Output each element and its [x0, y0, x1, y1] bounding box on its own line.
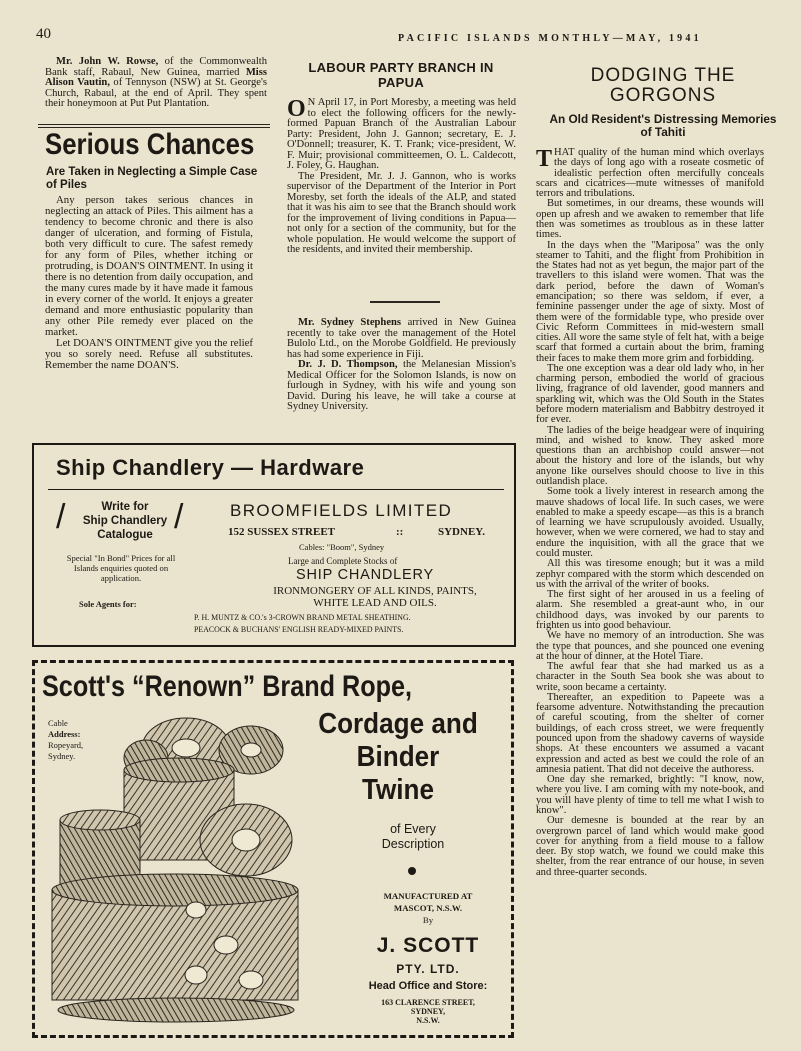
- gorgons-article: [536, 148, 764, 878]
- write-line-1: Write for: [101, 501, 149, 513]
- gorgons-paragraph: The ladies of the beige headgear were of inquiring mind, and wished to know. They asked more questions than an archbishop could answer—not about the history and lore of the islands, but why anyone like ourselves should choose to live in this outlandish place.: [536, 424, 764, 487]
- slash-right-icon: /: [174, 498, 184, 536]
- doans-paragraph-1: Any person takes serious chances in neglecting an attack of Piles. This ailment has a tendency to become chronic and there is also danger of ulceration, and forming of Fistula, both very difficult to cure. The safest remedy for any form of Piles, whether itching or protruding, is DOAN'S OINTMENT. In using it there is no detention from daily occupation, and the many cures made by it have made it famous in every corner of the world. It enjoys a greater demand and more enthusiastic popularity than any other Pile remedy ever placed on the market.: [45, 194, 253, 338]
- gorgons-paragraph: Some took a lively interest in research among the mauve shadows of local life. In such cases, we were enabled to make a speedy escape—as this is a branch of learning we have scrupulously avoided. Usually, however, when we were cornered, we had to stay and endure the inquisition, with all the grace that we could muster.: [536, 486, 764, 559]
- chandlery-cables: Cables: "Boom", Sydney: [299, 542, 385, 552]
- j-scott-name: J. SCOTT: [376, 934, 480, 957]
- doans-ad-body: [45, 195, 253, 371]
- scott-address: [350, 998, 506, 1025]
- chandlery-heading: Ship Chandlery — Hardware: [56, 455, 365, 480]
- sole-agents: Sole Agents for:: [79, 599, 137, 609]
- ad-subtitle-piles: Are Taken in Neglecting a Simple Case of Piles: [46, 166, 258, 191]
- cable-label: Cable: [48, 718, 68, 728]
- stephens-text: arrived in New Guinea recently to take over the management of the Hotel Bulolo Ltd., on the Morobe Goldfield. He previously has had some experience in Fiji.: [287, 317, 516, 360]
- chandlery-city: SYDNEY.: [438, 526, 485, 538]
- labour-paragraph-2: The President, Mr. J. J. Gannon, who is works supervisor of the Department of the Interior in Port Moresby, set forth the ideals of the ALP, and stated that it was his aim to see that the Branch should work for the improvement of living conditions in Papua—not only for a section of the community, but for the whole population. He would welcome the support of the residents, and invited their membership.: [287, 170, 516, 255]
- scott-line-cordage: Cordage and: [318, 708, 478, 740]
- scott-line-binder: Binder: [356, 741, 440, 773]
- write-for-catalogue: [70, 500, 180, 542]
- chandlery-address: 152 SUSSEX STREET: [228, 526, 335, 538]
- groom-name: Mr. John W. Rowse,: [56, 56, 159, 67]
- wedding-text-2: of Tennyson (NSW) at St. George's Church, Rabaul, at the end of April. They spent their honeymoon at Put Put Plantation.: [45, 77, 267, 109]
- scott-address-2: SYDNEY,: [410, 1007, 446, 1016]
- slash-left-icon: /: [56, 498, 66, 536]
- ship-chandlery-ad: [32, 443, 516, 647]
- scott-rope-ad: [32, 660, 514, 1038]
- by-label: By: [422, 915, 434, 925]
- running-title: PACIFIC ISLANDS MONTHLY—MAY, 1941: [398, 33, 702, 44]
- scott-line-twine: Twine: [361, 774, 435, 806]
- scott-headline-block: [308, 708, 488, 807]
- chandlery-stocks: Large and Complete Stocks of: [288, 556, 398, 566]
- write-line-3: Catalogue: [97, 529, 153, 541]
- gorgons-paragraph: All this was tiresome enough; but it was a mild zephyr compared with the storm which descended on us with the arrival of the writer of books.: [536, 558, 764, 590]
- manufactured-at: MANUFACTURED AT: [383, 891, 473, 901]
- dropcap-o: O: [287, 96, 306, 122]
- write-line-2: Ship Chandlery: [82, 515, 168, 527]
- gorgons-paragraph: Thereafter, an expedition to Papeete was a fearsome adventure. Notwithstanding the precaution of careful scouting, from the shelter of corner buildings, of each cross street, we were frequently pounced upon from the shadowy caverns of wayside shops. At these encounters we assumed a vacant expression and acted as best we could the role of an amnesia patient. That did not deceive the authoress.: [536, 691, 764, 775]
- ironmongery: [256, 585, 494, 609]
- gorgons-paragraph: But sometimes, in our dreams, these wounds will open up afresh and we awaken to remember that life then was sometimes as troublous as in these latter times.: [536, 198, 764, 241]
- mascot-nsw: MASCOT, N.S.W.: [393, 903, 463, 913]
- ironmongery-line-2: WHITE LEAD AND OILS.: [313, 597, 437, 609]
- personal-notes: [287, 318, 516, 413]
- in-bond-prices: Special "In Bond" Prices for all Islands enquiries quoted on application.: [66, 553, 176, 583]
- col2-ornament-rule: [370, 301, 440, 303]
- ad-title-serious-chances: Serious Chances: [45, 128, 255, 161]
- stephens-name: Mr. Sydney Stephens: [298, 317, 402, 328]
- labour-article: [287, 98, 516, 256]
- cable-ropeyard: Ropeyard,: [48, 740, 84, 750]
- gorgons-paragraph: Our demesne is bounded at the rear by an overgrown parcel of land which would make good cover for anything from a field mouse to a fallow deer. By stop watch, we found we could make this shelter, from the rear entrance of our house, in seven and three-quarter seconds.: [536, 815, 764, 878]
- gorgons-paragraph: One day she remarked, brightly: "I know, now, where you live. I am coming with my note-book, and you will have plenty of time to tell me what I wish to know".: [536, 774, 764, 816]
- gorgons-paragraph: In the days when the "Mariposa" was the only steamer to Tahiti, and the flight from Prohibition in the States had not as yet begun, the major part of the travellers to this island were women. That was the dark period, before the dawn of Woman's emancipation; so there was seldom, if ever, a feminine passenger under the age of sixty. Most of them were of the formidable type, who preside over Civic Reform Committees in mid-western small cities. All wore the same style of felt hat, with a beige scarf that formed a curtain about the brim, framing their faces to make them more grim and forbidding.: [536, 239, 764, 364]
- labour-paragraph-1: N April 17, in Port Moresby, a meeting was held to elect the following officers for the newly-formed Papuan Branch of the Australian Labour Party: President, John J. Gannon; secretary, E. J. O'Donnell; treasurer, K. T. Frank; vice-president, W. F. Muir; provisional committeemen, O. L. Caldecott, J. Foley, G. Haughan.: [287, 97, 516, 171]
- peacock-line: PEACOCK & BUCHANS' ENGLISH READY-MIXED PAINTS.: [194, 625, 404, 634]
- thompson-text: the Melanesian Mission's Medical Officer for the Solomon Islands, is now on furlough in Sydney, with his wife and young son David. During his leave, he will take a course at Sydney University.: [287, 359, 516, 412]
- cable-sydney: Sydney.: [48, 751, 76, 761]
- wedding-text-1: of the Commonwealth Bank staff, Rabaul, New Guinea, married: [45, 56, 267, 78]
- pty-ltd: PTY. LTD.: [396, 962, 460, 976]
- rope-coils-illustration: [46, 710, 304, 1028]
- address-label: Address:: [48, 729, 81, 739]
- gorgons-headline: DODGING THE GORGONS: [590, 65, 736, 106]
- address-separator: ::: [396, 526, 404, 538]
- scott-title: Scott's “Renown” Brand Rope,: [42, 670, 413, 703]
- gorgons-paragraph: The first sight of her aroused in us a feeling of alarm. She resembled a great-aunt who, in our childhood days, was invoked by our parents to frighten us into good behaviour.: [536, 589, 764, 631]
- doans-paragraph-2: Let DOAN'S OINTMENT give you the relief you so sorely need. Refuse all substitutes. Remember the name DOAN'S.: [45, 337, 253, 371]
- manufactured-block: [368, 890, 488, 926]
- gorgons-paragraph: The one exception was a dear old lady who, in her charming person, embodied the world of gracious living, fragrance of old lavender, good manners and sparkling wit, which was the Old South in the States before modern materialism and Babbitry destroyed it for ever.: [536, 362, 764, 426]
- chandlery-rule: [48, 489, 504, 490]
- thompson-name: Dr. J. D. Thompson,: [298, 359, 398, 370]
- head-office-label: Head Office and Store:: [368, 980, 488, 992]
- scott-address-3: N.S.W.: [416, 1016, 440, 1025]
- labour-headline: LABOUR PARTY BRANCH IN PAPUA: [308, 60, 494, 90]
- ship-chandlery-label: SHIP CHANDLERY: [296, 567, 434, 583]
- gorgons-paragraph: The awful fear that she had marked us as a character in the South Sea book she was about to write, soon became a certainty.: [536, 661, 764, 693]
- muntz-line: P. H. MUNTZ & CO.'s 3-CROWN BRAND METAL SHEATHING.: [194, 613, 411, 622]
- of-every: of Every: [390, 822, 436, 836]
- dropcap-t: T: [536, 146, 553, 172]
- scott-every-description: [348, 822, 478, 852]
- ironmongery-line-1: IRONMONGERY OF ALL KINDS, PAINTS,: [273, 585, 477, 597]
- scott-address-1: 163 CLARENCE STREET,: [381, 998, 475, 1007]
- description: Description: [381, 837, 445, 851]
- gorgons-paragraph: HAT quality of the human mind which overlays the days of long ago with a roseate cosmetic of idealistic perfection often mercifully conceals scars and cicatrices—mute witnesses of manifold terrors and tribulations.: [536, 147, 764, 200]
- gorgons-paragraph: We have no memory of an introduction. She was the type that pounces, and she pounced one evening at the hour of dinner, at the Hotel Tiare.: [536, 630, 764, 662]
- page-number: 40: [36, 26, 51, 42]
- bride-name: Miss Alison Vautin,: [45, 66, 267, 88]
- wedding-notice: [45, 57, 267, 110]
- bullet-dot-icon: [408, 867, 416, 875]
- broomfields-name: BROOMFIELDS LIMITED: [230, 501, 453, 520]
- gorgons-subhead: An Old Resident's Distressing Memories of Tahiti: [549, 112, 777, 139]
